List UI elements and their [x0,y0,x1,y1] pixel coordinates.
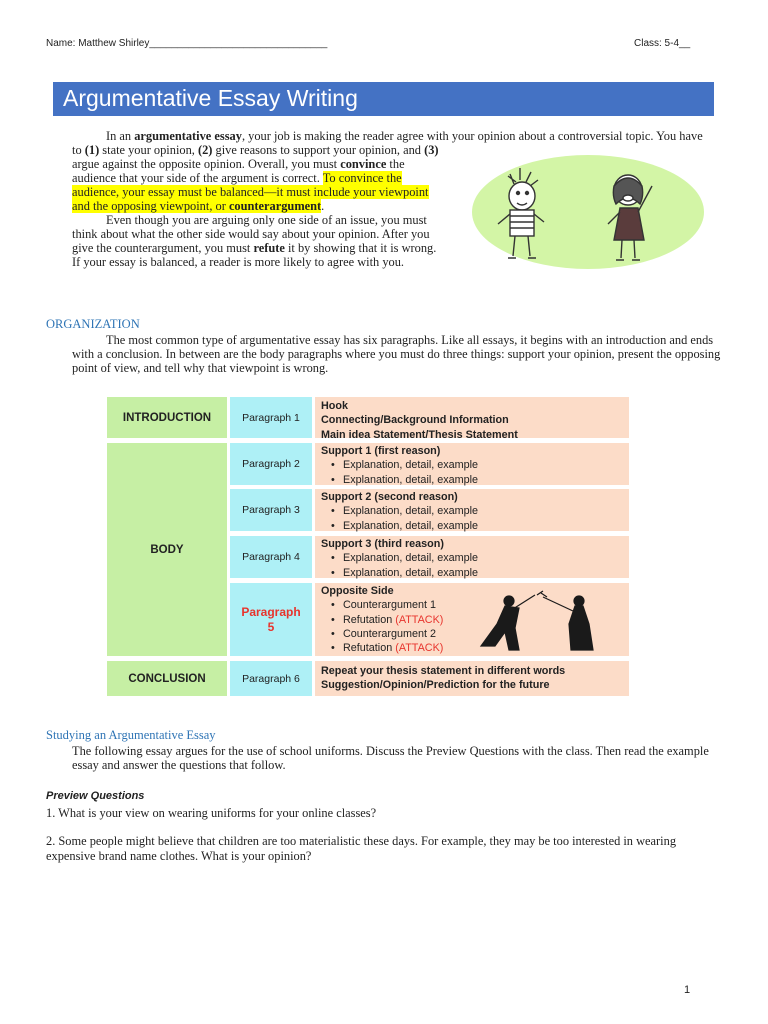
paragraph-5-label [230,583,312,656]
preview-question-2: 2. Some people might believe that children are too materialistic these days. For example, they may be too interested in wearing expensive brand name clothes. What is your opinion? [46,834,677,863]
studying-text [72,744,722,772]
studying-heading: Studying an Argumentative Essay [46,728,216,742]
title-bar [53,82,714,116]
text-run: Even though you are arguing only one side of an issue, you must think about what the other side would say about your opinion. After you give the counterargument, you must [72,213,430,255]
paragraph-5-number: 5 [267,619,275,634]
support-1-heading: Support 1 (first reason) [321,445,441,457]
studying-paragraph: The following essay argues for the use of school uniforms. Discuss the Preview Questions with the class. Then read the example essay and answer the questions that follow. [72,744,709,772]
paragraph-5-word: Paragraph [241,604,301,619]
bold-term: convince [340,157,387,171]
restate-thesis-text: Repeat your thesis statement in different words [321,665,566,677]
organization-paragraph: The most common type of argumentative essay has six paragraphs. Like all essays, it begins with an introduction and ends with a conclusion. In between are the body paragraphs where you must do three things: support your opinion, present the opposing point of view, and tell why that viewpoint is wrong. [72,333,721,375]
fencers-illustration [475,589,615,653]
bullet-item: • Explanation, detail, example [321,473,623,487]
text-run: state your opinion, [99,143,198,157]
row-6-content [315,661,629,696]
support-3-heading: Support 3 (third reason) [321,538,444,550]
background-text: Connecting/Background Information [321,414,509,427]
counterargument-2: Counterargument 2 [343,627,437,640]
refutation-1: Refutation [343,613,396,626]
paragraph-2-label: Paragraph 2 [230,443,312,485]
bullet-item [321,613,623,627]
number-1: (1) [84,143,100,157]
bullet-item [321,598,623,612]
support-2-heading: Support 2 (second reason) [321,491,458,503]
page-title: Argumentative Essay Writing [63,85,358,111]
refutation-2: Refutation [343,642,396,655]
paragraph-6-label: Paragraph 6 [230,661,312,696]
paragraph-1-label: Paragraph 1 [230,397,312,438]
bullet-item: • Explanation, detail, example [321,519,623,533]
row-5-content [315,583,629,656]
organization-heading: ORGANIZATION [46,317,140,331]
paragraph-4-label: Paragraph 4 [230,536,312,578]
organization-text [72,333,722,375]
opposite-side-heading: Opposite Side [321,585,394,597]
preview-heading: Preview Questions [46,790,145,802]
highlighted-bold-term: counterargument [228,199,322,213]
text-run: . [321,199,325,213]
text-run: , your job is making the reader agree with your opinion about a controversial topic. You have to [72,129,703,157]
thesis-text: Main idea Statement/Thesis Statement [321,428,518,441]
text-run: argue against the opposite opinion. Overall, you must [72,157,341,171]
text-run: In an [106,129,135,143]
highlighted-text: To convince the audience, your essay must be balanced—it must include your viewpoint and the opposing viewpoint, or [72,171,429,213]
bold-term: refute [253,241,285,255]
text-run: it by showing that it is wrong. If your essay is balanced, a reader is more likely to agree with you. [72,241,437,269]
bullet-item: • Explanation, detail, example [321,504,623,518]
attack-label: (ATTACK) [395,613,444,626]
paragraph-3-label: Paragraph 3 [230,489,312,531]
bullet-item: • Explanation, detail, example [321,566,623,580]
number-3: (3) [424,143,439,157]
row-2-content [315,443,629,485]
row-3-content [315,489,629,531]
number-2: (2) [197,143,213,157]
section-conclusion: CONCLUSION [107,661,227,696]
preview-question-1: 1. What is your view on wearing uniforms for your online classes? [46,806,377,820]
counterargument-1: Counterargument 1 [343,599,437,612]
page-number: 1 [684,984,691,996]
bold-term: argumentative essay [134,129,242,143]
class-label: Class: 5-4__ [634,38,691,49]
text-run: give reasons to support your opinion, and [212,143,425,157]
row-1-content [315,397,629,441]
attack-label: (ATTACK) [395,642,444,655]
student-name: Name: Matthew Shirley________________________________ [46,38,328,49]
row-4-content [315,536,629,578]
text-run: the audience that your side of the argument is correct. [72,157,405,185]
section-body: BODY [107,443,227,656]
intro-paragraph-1-cont [72,157,440,269]
hook-text: Hook [321,400,348,412]
future-suggestion-text: Suggestion/Opinion/Prediction for the future [321,679,550,692]
bullet-item: • Explanation, detail, example [321,551,623,565]
bullet-item [321,641,623,655]
bullet-item: • Explanation, detail, example [321,458,623,472]
bullet-item [321,627,623,641]
section-introduction: INTRODUCTION [107,397,227,438]
arguing-children-illustration [470,150,706,270]
